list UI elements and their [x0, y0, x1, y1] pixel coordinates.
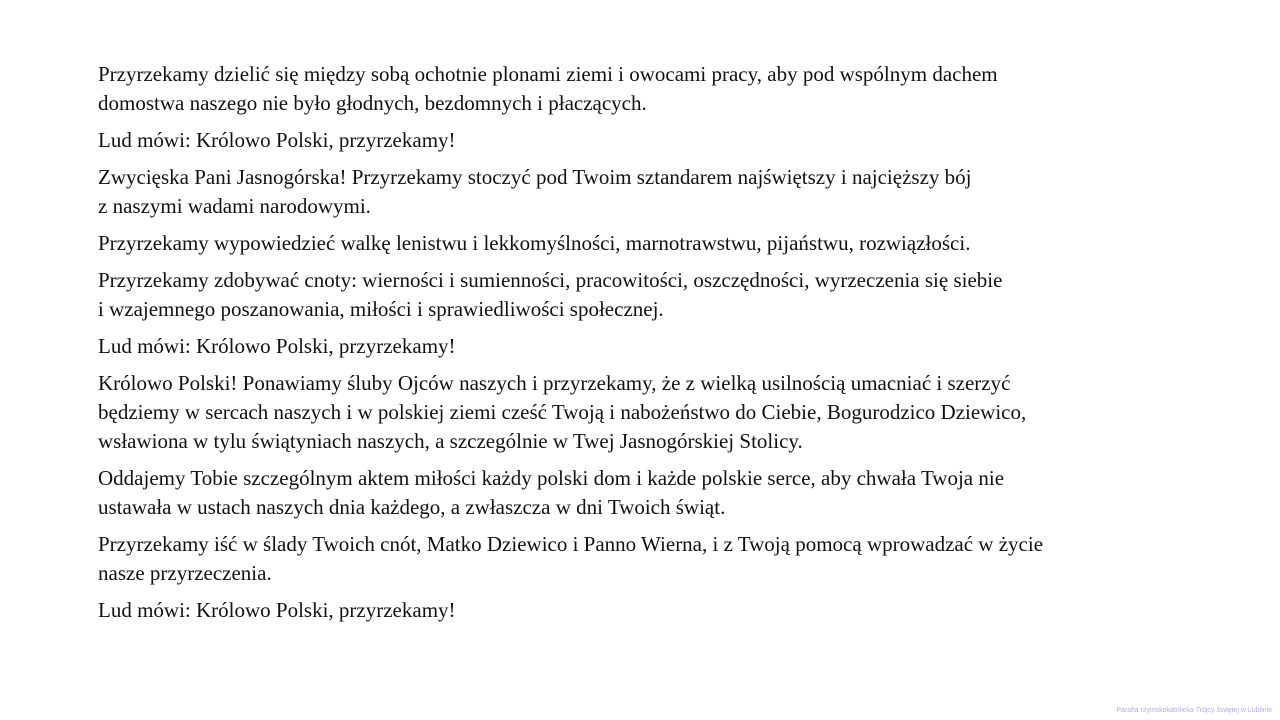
paragraph-line: Lud mówi: Królowo Polski, przyrzekamy! [98, 334, 456, 358]
paragraph-line: wsławiona w tylu świątyniach naszych, a szczególnie w Twej Jasnogórskiej Stolicy. [98, 429, 803, 453]
paragraph-7 [98, 369, 1198, 456]
paragraph-line: nasze przyrzeczenia. [98, 561, 272, 585]
paragraph-8 [98, 464, 1198, 522]
paragraph-line: Królowo Polski! Ponawiamy śluby Ojców naszych i przyrzekamy, że z wielką usilnością umacniać i szerzyć [98, 371, 1011, 395]
paragraph-9 [98, 530, 1198, 588]
paragraph-line: Lud mówi: Królowo Polski, przyrzekamy! [98, 128, 456, 152]
paragraph-4 [98, 229, 1198, 258]
paragraph-line: Przyrzekamy wypowiedzieć walkę lenistwu i lekkomyślności, marnotrawstwu, pijaństwu, rozwiązłości. [98, 231, 971, 255]
paragraph-line: Zwycięska Pani Jasnogórska! Przyrzekamy stoczyć pod Twoim sztandarem najświętszy i najcięższy bój [98, 165, 972, 189]
paragraph-line: domostwa naszego nie było głodnych, bezdomnych i płaczących. [98, 91, 647, 115]
paragraph-line: z naszymi wadami narodowymi. [98, 194, 371, 218]
paragraph-5 [98, 266, 1198, 324]
paragraph-line: ustawała w ustach naszych dnia każdego, a zwłaszcza w dni Twoich świąt. [98, 495, 726, 519]
paragraph-3 [98, 163, 1198, 221]
paragraph-2-response [98, 126, 1198, 155]
paragraph-line: Przyrzekamy zdobywać cnoty: wierności i sumienności, pracowitości, oszczędności, wyrzeczenia się siebie [98, 268, 1003, 292]
paragraph-line: Lud mówi: Królowo Polski, przyrzekamy! [98, 598, 456, 622]
paragraph-line: Przyrzekamy dzielić się między sobą ochotnie plonami ziemi i owocami pracy, aby pod wspólnym dachem [98, 62, 998, 86]
paragraph-line: Przyrzekamy iść w ślady Twoich cnót, Matko Dziewico i Panno Wierna, i z Twoją pomocą wprowadzać w życie [98, 532, 1044, 556]
paragraph-line: będziemy w sercach naszych i w polskiej ziemi cześć Twoją i nabożeństwo do Ciebie, Bogurodzico Dziewico, [98, 400, 1027, 424]
footer-parish-name: Parafia rzymskokatolicka Trójcy Świętej w Lublinie [1116, 707, 1272, 714]
slide-text-body [98, 60, 1198, 633]
paragraph-1 [98, 60, 1198, 118]
paragraph-10-response [98, 596, 1198, 625]
paragraph-6-response [98, 332, 1198, 361]
paragraph-line: i wzajemnego poszanowania, miłości i sprawiedliwości społecznej. [98, 297, 664, 321]
paragraph-line: Oddajemy Tobie szczególnym aktem miłości każdy polski dom i każde polskie serce, aby chwała Twoja nie [98, 466, 1005, 490]
